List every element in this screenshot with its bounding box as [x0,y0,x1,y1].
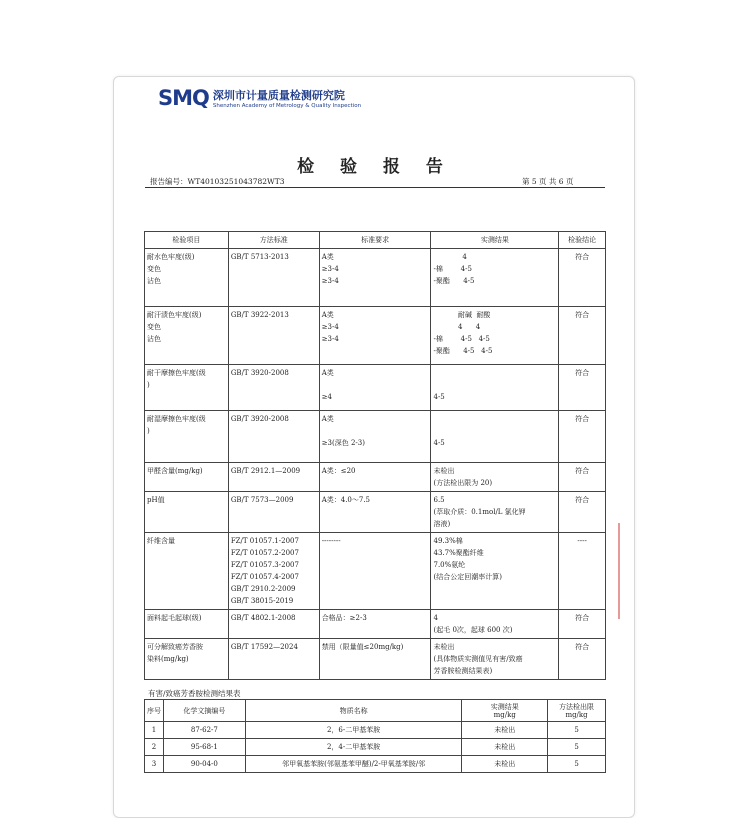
cell-requirement: A类：4.0～7.5 [319,492,431,533]
cell-requirement: 合格品：≥2-3 [319,610,431,639]
cell-result: 4-5 [431,365,559,411]
page-title: 检 验 报 告 [297,157,453,177]
table-row [145,533,606,610]
cell-item: 耐水色牢度(级) 变色 沾色 [145,249,229,307]
cell-conclusion: 符合 [559,307,606,365]
cell-result: 耐碱 耐酸 4 4 -棉 4-5 4-5 -聚酯 4-5 4-5 [431,307,559,365]
cell-requirement: A类 ≥3-4 ≥3-4 [319,307,431,365]
cell-result: 4 -棉 4-5 -聚酯 4-5 [431,249,559,307]
cell-result: 4 (起毛 0次，起球 600 次) [431,610,559,639]
cell-substance: 2，4-二甲基苯胺 [245,739,462,756]
table-row [145,756,606,773]
cell-cas: 90-04-0 [164,756,246,773]
col-header-item: 检验项目 [145,232,229,249]
cell-method: GB/T 5713-2013 [228,249,319,307]
table-row [145,411,606,463]
cell-item: 甲醛含量(mg/kg) [145,463,229,492]
inspection-header-row [145,232,606,249]
logo-en: Shenzhen Academy of Metrology & Quality Inspection [212,103,362,109]
cell-result: 4-5 [431,411,559,463]
smq-logo [158,86,361,110]
table-row [145,739,606,756]
cell-detection-limit: 5 [548,722,606,739]
cell-measured: 未检出 [462,722,548,739]
col-header-method: 方法标准 [228,232,319,249]
cell-requirement: A类 ≥3(深色 2-3) [319,411,431,463]
cell-item: 耐汗渍色牢度(级) 变色 沾色 [145,307,229,365]
cell-result: 未检出 (具体物质实测值见有害/致癌 芳香胺检测结果表) [431,639,559,680]
logo-mark: SMQ [158,86,209,110]
cell-measured: 未检出 [462,756,548,773]
col-header-detection-limit: 方法检出限 mg/kg [548,700,606,722]
cell-method: GB/T 3920-2008 [228,411,319,463]
table-row [145,249,606,307]
cell-item: 耐湿摩擦色牢度(级 ) [145,411,229,463]
table-row [145,610,606,639]
table-row [145,722,606,739]
cell-requirement: 禁用（限量值≤20mg/kg) [319,639,431,680]
inspection-table [144,231,606,680]
amine-table [144,699,606,773]
cell-substance: 邻甲氧基苯胺(邻氨基苯甲醚)/2-甲氧基苯胺/邻 [245,756,462,773]
col-header-measured: 实测结果 mg/kg [462,700,548,722]
cell-no: 3 [145,756,164,773]
cell-conclusion: 符合 [559,639,606,680]
cell-method: FZ/T 01057.1-2007 FZ/T 01057.2-2007 FZ/T 01057.3-2007 FZ/T 01057.4-2007 GB/T 2910.2-2009 GB/T 38015-2019 [228,533,319,610]
cell-requirement: A类：≤20 [319,463,431,492]
col-header-conclusion: 检验结论 [559,232,606,249]
cell-conclusion: 符合 [559,492,606,533]
cell-requirement: -------- [319,533,431,610]
cell-detection-limit: 5 [548,739,606,756]
cell-conclusion: ---- [559,533,606,610]
cell-cas: 95-68-1 [164,739,246,756]
logo-cn: 深圳市计量质量检测研究院 [212,89,345,102]
col-header-no: 序号 [145,700,164,722]
cell-requirement: A类 ≥3-4 ≥3-4 [319,249,431,307]
cell-method: GB/T 4802.1-2008 [228,610,319,639]
cell-conclusion: 符合 [559,463,606,492]
cell-result: 未检出 (方法检出限为 20) [431,463,559,492]
cell-item: pH值 [145,492,229,533]
seal-stamp [618,523,636,619]
col-header-substance: 物质名称 [245,700,462,722]
col-header-result: 实测结果 [431,232,559,249]
cell-item: 面料起毛起球(级) [145,610,229,639]
cell-item: 可分解致癌芳香胺 染料(mg/kg) [145,639,229,680]
cell-detection-limit: 5 [548,756,606,773]
col-header-cas: 化学文摘编号 [164,700,246,722]
table-row [145,307,606,365]
cell-method: GB/T 2912.1—2009 [228,463,319,492]
cell-conclusion: 符合 [559,610,606,639]
cell-result: 6.5 (萃取介质：0.1mol/L 氯化钾 溶液) [431,492,559,533]
cell-method: GB/T 7573—2009 [228,492,319,533]
amine-table-caption: 有害/致癌芳香胺检测结果表 [148,689,241,698]
cell-cas: 87-62-7 [164,722,246,739]
cell-item: 耐干摩擦色牢度(级 ) [145,365,229,411]
cell-result: 49.3%棉 43.7%聚酯纤维 7.0%氨纶 (结合公定回潮率计算) [431,533,559,610]
cell-method: GB/T 17592—2024 [228,639,319,680]
table-row [145,463,606,492]
cell-conclusion: 符合 [559,249,606,307]
cell-method: GB/T 3922-2013 [228,307,319,365]
cell-conclusion: 符合 [559,411,606,463]
table-row [145,492,606,533]
header-divider [145,187,605,188]
cell-item: 纤维含量 [145,533,229,610]
cell-substance: 2，6-二甲基苯胺 [245,722,462,739]
cell-no: 2 [145,739,164,756]
cell-measured: 未检出 [462,739,548,756]
cell-no: 1 [145,722,164,739]
cell-requirement: A类 ≥4 [319,365,431,411]
table-row [145,365,606,411]
cell-conclusion: 符合 [559,365,606,411]
table-row [145,639,606,680]
col-header-requirement: 标准要求 [319,232,431,249]
report-number: 报告编号：WT40103251043782WT3 [150,177,285,186]
page-number: 第 5 页 共 6 页 [522,177,574,186]
cell-method: GB/T 3920-2008 [228,365,319,411]
amine-header-row [145,700,606,722]
